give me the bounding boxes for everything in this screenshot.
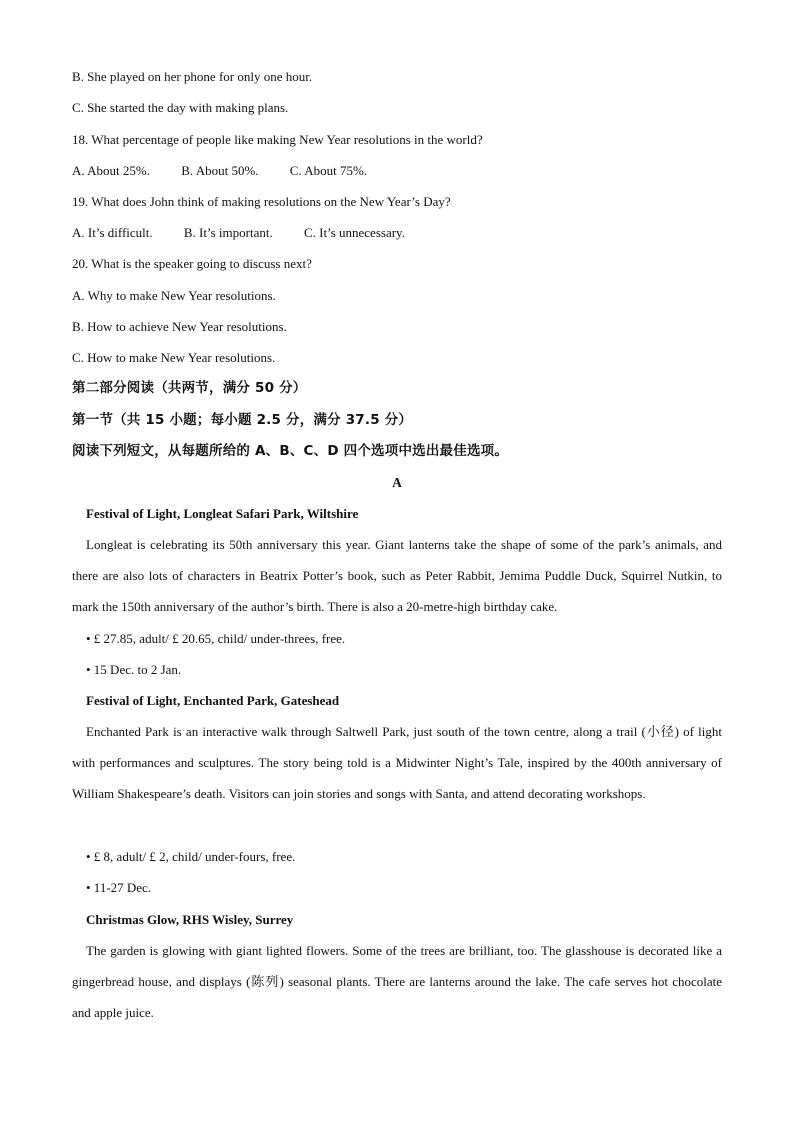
heading-christmas-glow: Christmas Glow, RHS Wisley, Surrey — [86, 912, 294, 927]
heading-longleat: Festival of Light, Longleat Safari Park, Wiltshire — [86, 506, 359, 521]
q20-option-a: A. Why to make New Year resolutions. — [72, 288, 276, 303]
paragraph-christmas-glow: The garden is glowing with giant lighted flowers. Some of the trees are brilliant, too. The glasshouse is decorated like a gingerbread house, and displays (陈列) seasonal plants. There are lanterns around the lake. The cafe serves hot chocolate and apple juice. — [72, 943, 722, 1020]
q20-option-b: B. How to achieve New Year resolutions. — [72, 319, 287, 334]
q19-option-a: A. It’s difficult. — [72, 225, 153, 240]
passage-letter: A — [392, 475, 402, 490]
bullet-enchanted-price: • £ 8, adult/ £ 2, child/ under-fours, free. — [86, 849, 296, 864]
bullet-longleat-date: • 15 Dec. to 2 Jan. — [86, 662, 182, 677]
bullet-longleat-price: • £ 27.85, adult/ £ 20.65, child/ under-threes, free. — [86, 631, 346, 646]
q18-option-c: C. About 75%. — [289, 163, 368, 178]
bullet-enchanted-date: • 11-27 Dec. — [86, 880, 152, 895]
paragraph-longleat: Longleat is celebrating its 50th anniversary this year. Giant lanterns take the shape of some of the park’s animals, and there are also lots of characters in Beatrix Potter’s book, such as Peter Rabbit, Jemima Puddle Duck, Squirrel Nutkin, to mark the 150th anniversary of the author’s birth. There is also a 20-metre-high birthday cake. — [72, 537, 722, 614]
q19-option-b: B. It’s important. — [183, 225, 273, 240]
q19-options — [72, 225, 405, 241]
q17-option-c: C. She started the day with making plans. — [72, 100, 289, 115]
heading-enchanted-park: Festival of Light, Enchanted Park, Gateshead — [86, 693, 340, 708]
subsection-title: 第一节（共 15 小题；每小题 2.5 分，满分 37.5 分） — [72, 412, 413, 428]
instruction: 阅读下列短文，从每题所给的 A、B、C、D 四个选项中选出最佳选项。 — [72, 443, 509, 459]
q20-question: 20. What is the speaker going to discuss next? — [72, 256, 312, 271]
q18-option-b: B. About 50%. — [181, 163, 259, 178]
part-title: 第二部分阅读（共两节，满分 50 分） — [72, 380, 307, 396]
paragraph-enchanted-park: Enchanted Park is an interactive walk through Saltwell Park, just south of the town centre, along a trail (小径) of light with performances and sculptures. The story being told is a Midwinter Night’s Tale, inspired by the 400th anniversary of William Shakespeare’s death. Visitors can join stories and songs with Santa, and attend decorating workshops. — [72, 724, 722, 801]
q19-option-c: C. It’s unnecessary. — [303, 225, 405, 240]
q18-options — [72, 163, 367, 179]
q19-question: 19. What does John think of making resolutions on the New Year’s Day? — [72, 194, 451, 209]
q20-option-c: C. How to make New Year resolutions. — [72, 350, 276, 365]
q17-option-b: B. She played on her phone for only one hour. — [72, 69, 313, 84]
q18-question: 18. What percentage of people like making New Year resolutions in the world? — [72, 132, 483, 147]
q18-option-a: A. About 25%. — [72, 163, 150, 178]
